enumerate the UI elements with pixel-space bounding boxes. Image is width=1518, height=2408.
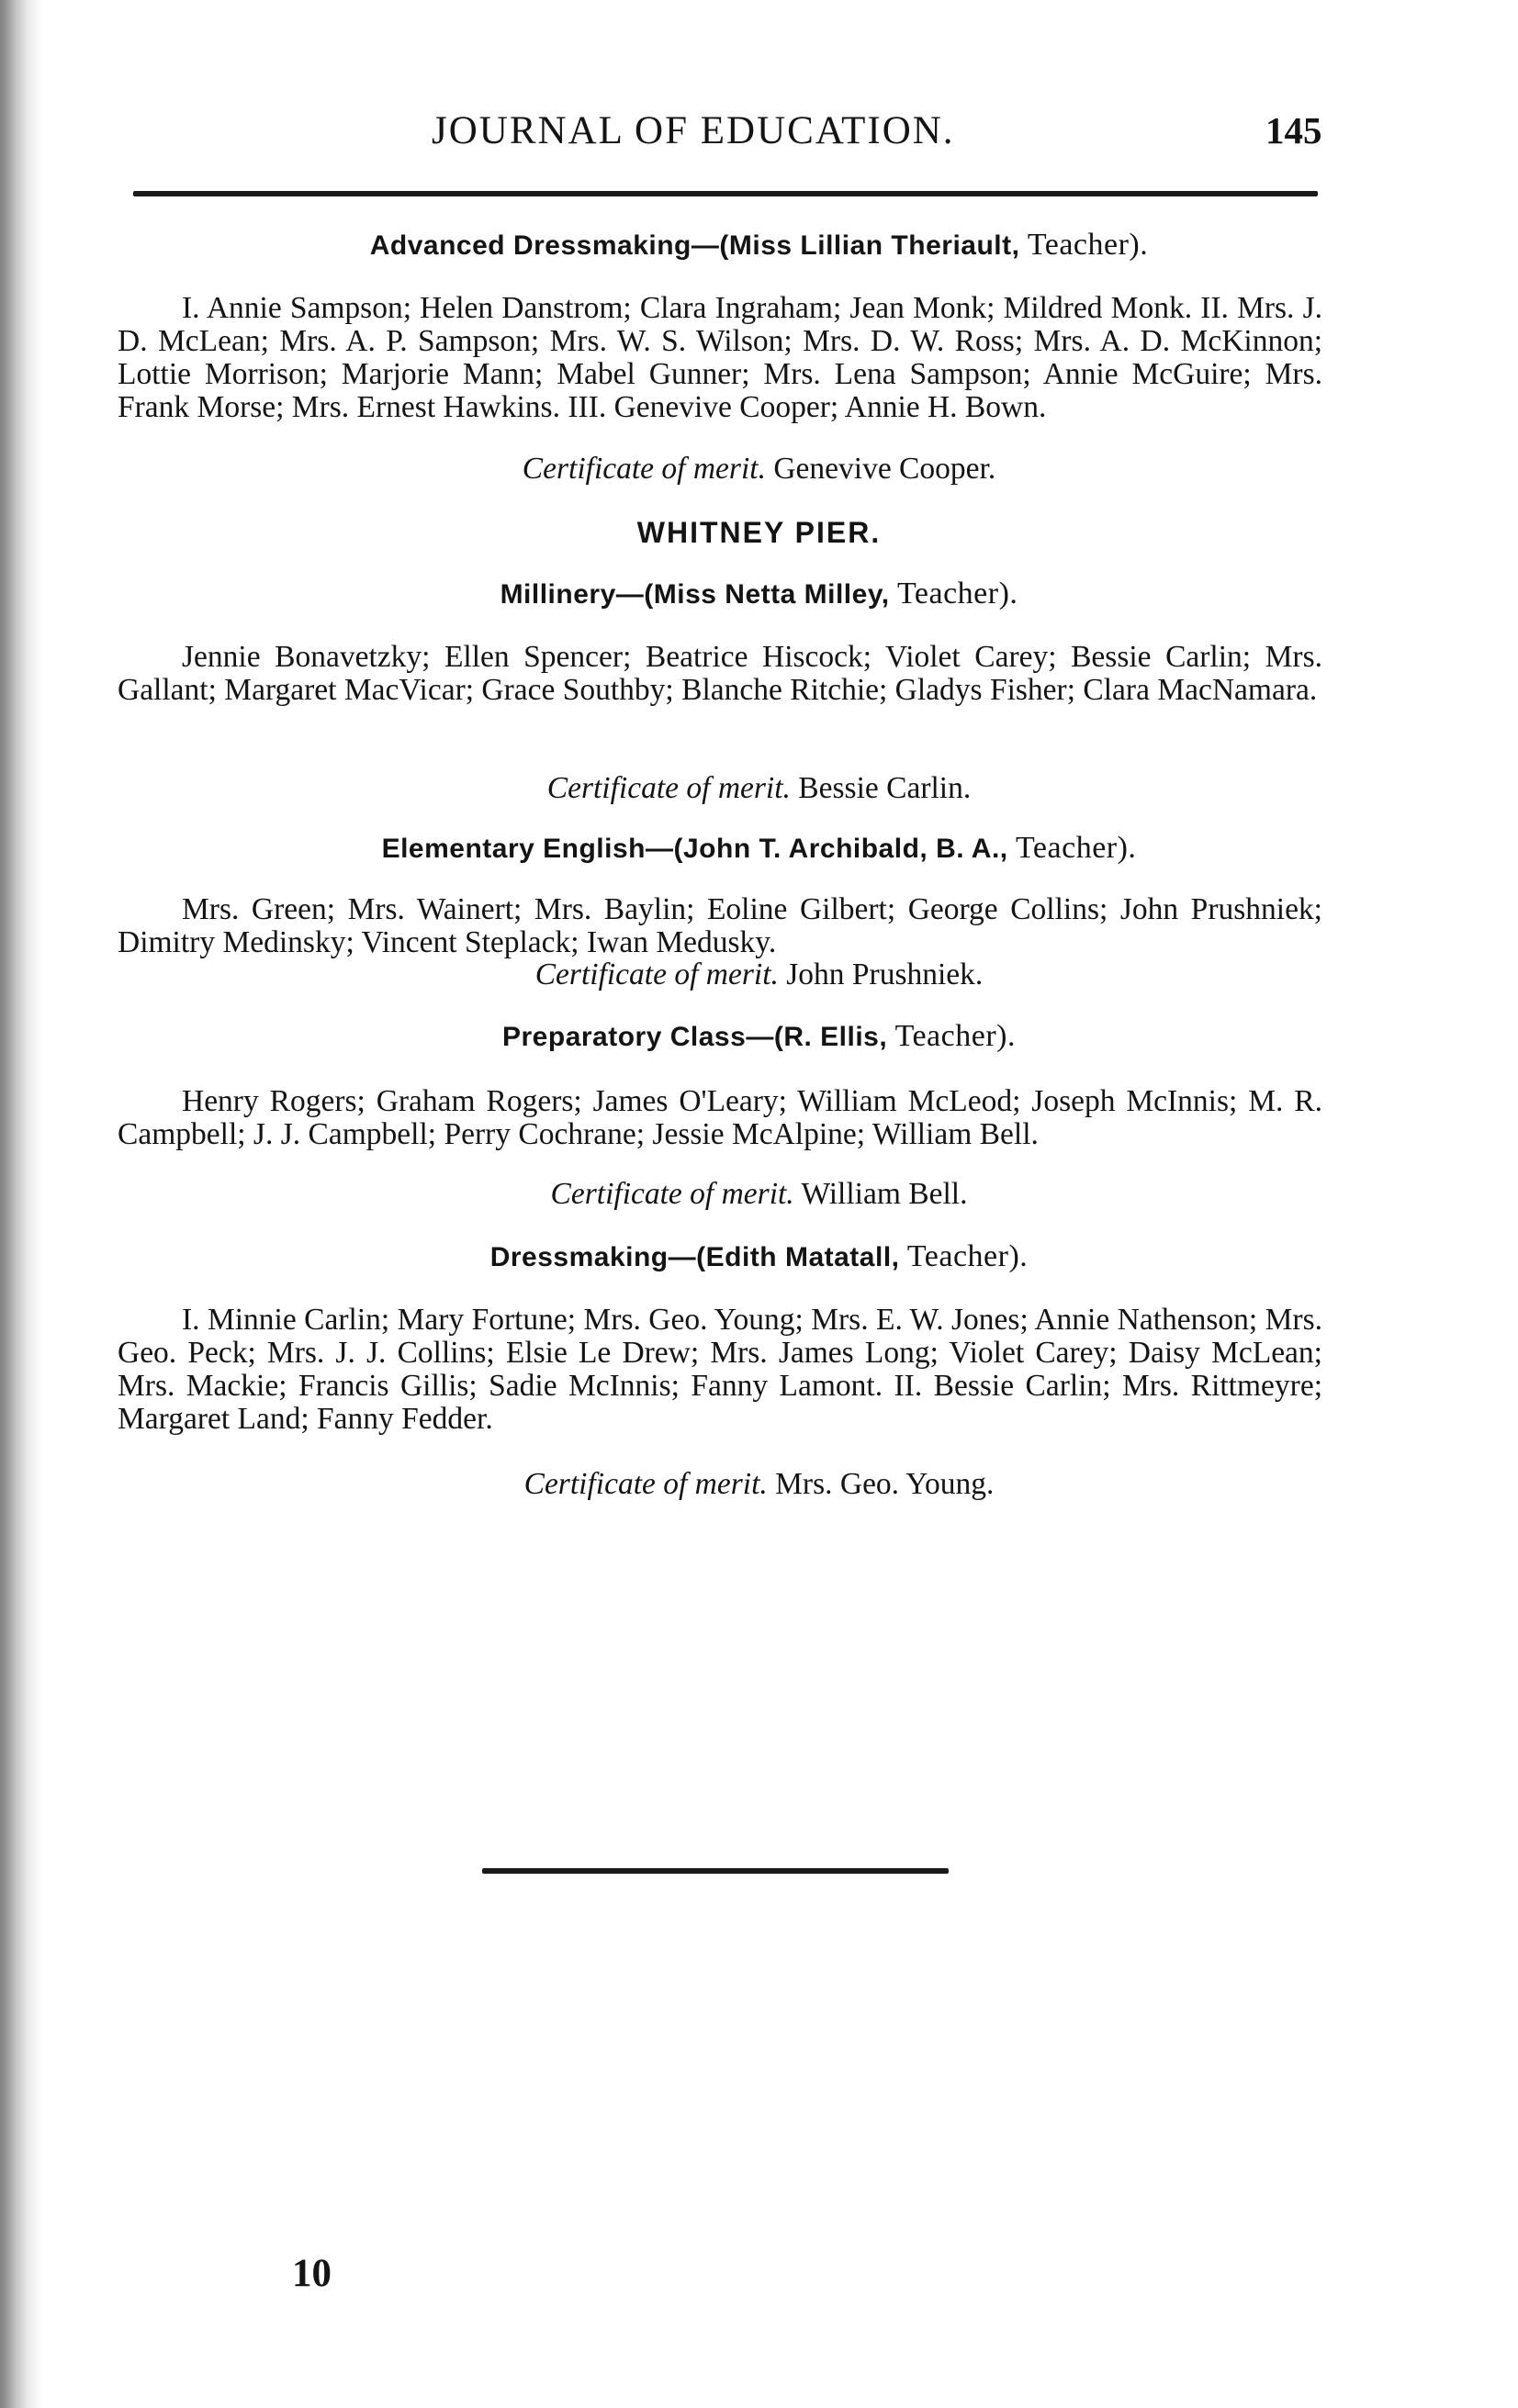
course-name: Dressmaking: [489, 1242, 669, 1272]
merit-label: Certificate of merit.: [550, 1177, 794, 1211]
instructor-name: Edith Matatall,: [705, 1242, 900, 1272]
subheading-whitney-pier: WHITNEY PIER.: [636, 516, 882, 549]
course-name: Advanced Dressmaking: [369, 230, 692, 261]
merit-line-preparatory-class: [0, 1177, 1518, 1212]
running-head: JOURNAL OF EDUCATION.: [432, 109, 955, 152]
merit-line-elementary-english: [0, 958, 1518, 992]
student-list-elementary-english: [118, 893, 1322, 959]
teacher-role: Teacher).: [889, 577, 1018, 610]
dash-open: —(: [668, 1242, 706, 1272]
merit-line-dressmaking: [0, 1467, 1518, 1502]
instructor-name: R. Ellis,: [783, 1022, 888, 1052]
merit-recipient: Bessie Carlin.: [798, 771, 972, 805]
student-list-preparatory-class: [118, 1085, 1322, 1151]
section-title-millinery: [0, 577, 1518, 611]
teacher-role: Teacher).: [887, 1019, 1016, 1053]
section-title-dressmaking: [0, 1239, 1518, 1274]
merit-recipient: William Bell.: [801, 1177, 968, 1211]
course-name: Millinery: [500, 579, 616, 610]
section-title-advanced-dressmaking: [0, 228, 1518, 263]
header-rule: [133, 191, 1318, 196]
student-list-millinery: [118, 641, 1322, 707]
course-name: Elementary English: [381, 834, 646, 864]
merit-line-advanced-dressmaking: [0, 452, 1518, 487]
instructor-name: Miss Netta Milley,: [653, 579, 890, 610]
merit-recipient: Mrs. Geo. Young.: [775, 1467, 995, 1501]
dash-open: —(: [615, 579, 654, 610]
student-names: Jennie Bonavetzky; Ellen Spencer; Beatrice Hiscock; Violet Carey; Bessie Carlin; Mrs. Gallant; Margaret MacVicar; Grace Southby; Blanche Ritchie; Gladys Fisher; Clara MacNamara.: [118, 640, 1322, 707]
dash-open: —(: [691, 230, 729, 261]
merit-label: Certificate of merit.: [522, 452, 766, 486]
merit-recipient: John Prushniek.: [786, 958, 984, 991]
teacher-role: Teacher).: [1019, 228, 1149, 262]
merit-label: Certificate of merit.: [546, 771, 791, 805]
student-list-advanced-dressmaking: [118, 292, 1322, 424]
teacher-role: Teacher).: [1007, 831, 1137, 865]
course-name: Preparatory Class: [502, 1022, 747, 1052]
student-names: I. Minnie Carlin; Mary Fortune; Mrs. Geo. Young; Mrs. E. W. Jones; Annie Nathenson; Mrs. Geo. Peck; Mrs. J. J. Collins; Elsie Le Drew; Mrs. James Long; Violet Carey; Daisy McLean; Mrs. Mackie; Francis Gillis; Sadie McInnis; Fanny Lamont. II. Bessie Carlin; Mrs. Rittmeyre; Margaret Land; Fanny Fedder.: [118, 1303, 1322, 1436]
merit-recipient: Genevive Cooper.: [773, 452, 996, 486]
teacher-role: Teacher).: [899, 1239, 1029, 1273]
merit-line-millinery: [0, 771, 1518, 806]
merit-label: Certificate of merit.: [523, 1467, 768, 1501]
instructor-name: John T. Archibald, B. A.,: [683, 834, 1008, 864]
section-title-elementary-english: [0, 831, 1518, 866]
end-rule: [482, 1868, 949, 1874]
student-names: I. Annie Sampson; Helen Danstrom; Clara Ingraham; Jean Monk; Mildred Monk. II. Mrs. J. D. McLean; Mrs. A. P. Sampson; Mrs. W. S. Wilson; Mrs. D. W. Ross; Mrs. A. D. McKinnon; Lottie Morrison; Marjorie Mann; Mabel Gunner; Mrs. Lena Sampson; Annie McGuire; Mrs. Frank Morse; Mrs. Ernest Hawkins. III. Genevive Cooper; Annie H. Bown.: [118, 291, 1322, 424]
student-names: Mrs. Green; Mrs. Wainert; Mrs. Baylin; Eoline Gilbert; George Collins; John Prushniek; Dimitry Medinsky; Vincent Steplack; Iwan Medusky.: [118, 892, 1322, 959]
page-number: 145: [1265, 109, 1322, 151]
student-names: Henry Rogers; Graham Rogers; James O'Leary; William McLeod; Joseph McInnis; M. R. Campbell; J. J. Campbell; Perry Cochrane; Jessie McAlpine; William Bell.: [118, 1084, 1322, 1151]
section-title-preparatory-class: [0, 1019, 1518, 1054]
signature-mark: 10: [292, 2252, 332, 2295]
merit-label: Certificate of merit.: [534, 958, 779, 991]
dash-open: —(: [646, 834, 683, 864]
student-list-dressmaking: [118, 1304, 1322, 1436]
dash-open: —(: [746, 1022, 784, 1052]
instructor-name: Miss Lillian Theriault,: [728, 230, 1020, 261]
